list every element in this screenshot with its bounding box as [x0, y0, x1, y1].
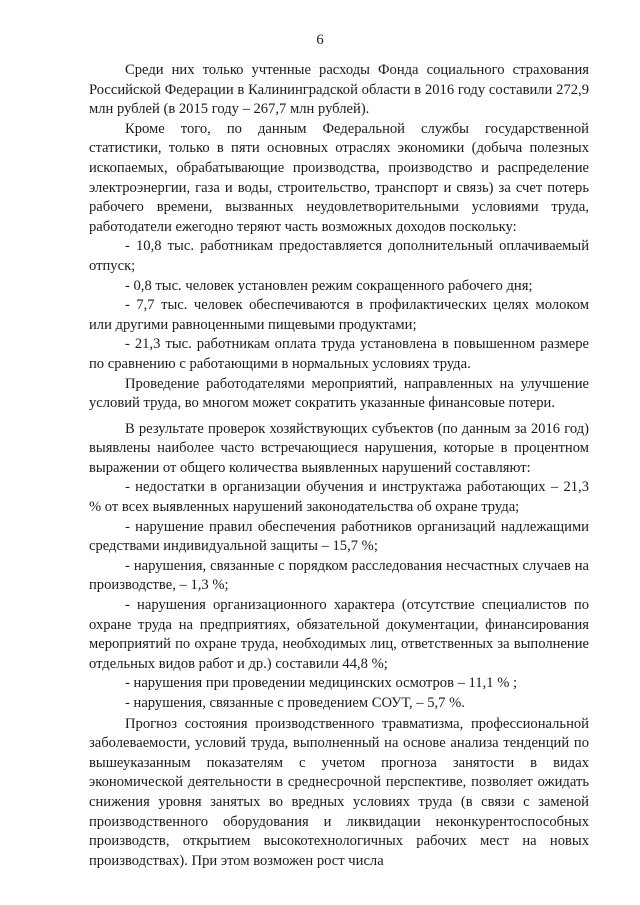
list-item: - 7,7 тыс. человек обеспечиваются в профилактических целях молоком или другими равноценными пищевыми продуктами; [89, 297, 589, 333]
list-item: - 0,8 тыс. человек установлен режим сокращенного рабочего дня; [125, 277, 533, 294]
list-item: - нарушения, связанные с проведением СОУТ, – 5,7 %. [125, 695, 465, 711]
list-item: - 10,8 тыс. работникам предоставляется дополнительный оплачиваемый отпуск; [89, 238, 589, 274]
document-body [89, 61, 589, 871]
list-item: - нарушения при проведении медицинских осмотров – 11,1 % ; [125, 675, 518, 692]
list-item: - нарушение правил обеспечения работников организаций надлежащими средствами индивидуальной защиты – 15,7 %; [89, 518, 589, 555]
list-item: - нарушения, связанные с порядком расследования несчастных случаев на производстве, – 1,3 %; [89, 557, 589, 594]
list-item: - недостатки в организации обучения и инструктажа работающих – 21,3 % от всех выявленных нарушений законодательства об охране труда; [89, 479, 589, 516]
paragraph-rosstat-losses: Кроме того, по данным Федеральной службы государственной статистики, только в пяти основных отраслях экономики (добыча полезных ископаемых, обрабатывающие производства, производство и распределение электроэнергии, газа и воды, строительство, транспорт и связь) за счет потерь рабочего времени, вызванных неудовлетворительными условиями труда, работодатели ежегодно теряют часть возможных доходов поскольку: [89, 120, 589, 235]
paragraph-forecast: Прогноз состояния производственного травматизма, профессиональной заболеваемости, условий труда, выполненный на основе анализа тенденций по вышеуказанным показателям с учетом прогноза занятости в видах экономической деятельности в среднесрочной перспективе, позволяет ожидать снижения уровня занятых во вредных условиях труда (в связи с заменой производственного оборудования и ликвидации неконкурентоспособных производств, открытием высокотехнологичных рабочих мест на новых производствах). При этом возможен рост числа [89, 715, 589, 869]
page-number: 6 [316, 32, 324, 48]
list-item: - нарушения организационного характера (отсутствие специалистов по охране труда на предприятиях, обязательной документации, финансирования мероприятий по охране труда, необходимых лиц, ответственных за выполнение отдельных видов работ и др.) составили 44,8 %; [89, 597, 589, 672]
paragraph-inspection-results: В результате проверок хозяйствующих субъектов (по данным за 2016 год) выявлены наиболее часто встречающиеся нарушения, которые в процентном выражении от общего количества выявленных нарушений составляют: [89, 420, 589, 476]
list-item: - 21,3 тыс. работникам оплата труда установлена в повышенном размере по сравнению с работающими в нормальных условиях труда. [89, 336, 589, 372]
paragraph-employer-measures: Проведение работодателями мероприятий, направленных на улучшение условий труда, во многом может сократить указанные финансовые потери. [89, 375, 589, 412]
paragraph-fss-expenses: Среди них только учтенные расходы Фонда социального страхования Российской Федерации в Калининградской области в 2016 году составили 272,9 млн рублей (в 2015 году – 267,7 млн рублей). [89, 62, 589, 118]
